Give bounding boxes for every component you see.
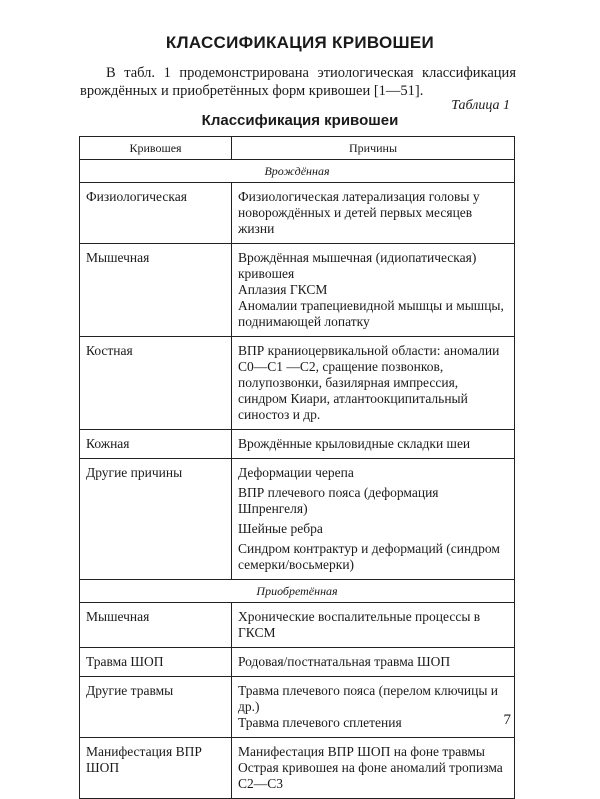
table-row [80,183,515,244]
page-title: КЛАССИФИКАЦИЯ КРИВОШЕИ [165,33,435,52]
table-row [80,677,515,738]
row-type: Манифестация ВПР ШОП [80,738,232,799]
row-type: Кожная [80,430,232,459]
cause-item: Аплазия ГКСМ [238,282,328,297]
table-label: Таблица 1 [451,98,510,113]
section-congenital: Врождённая [80,160,515,183]
intro-paragraph: В табл. 1 продемонстрирована этиологическая классификация врождённых и приобретённых форм кривошеи [1—51]. [80,65,516,99]
cause-item: Травма плечевого сплетения [238,715,402,730]
cause-item: Врождённая мышечная (идиопатическая) кривошея [238,250,477,281]
row-type: Физиологическая [80,183,232,244]
row-causes [232,677,515,738]
cause-item: Деформации черепа [238,465,354,480]
row-causes [232,603,515,648]
table-row [80,244,515,337]
section-row-acquired [80,580,515,603]
table-row [80,459,515,580]
row-causes [232,244,515,337]
row-causes [232,459,515,580]
row-type: Мышечная [80,603,232,648]
row-causes [232,648,515,677]
table-row [80,603,515,648]
section-acquired: Приобретённая [80,580,515,603]
cause-item: Хронические воспалительные процессы в ГКСМ [238,609,481,640]
row-causes [232,183,515,244]
header-torticollis: Кривошея [80,137,232,160]
row-type: Травма ШОП [80,648,232,677]
table-row [80,430,515,459]
cause-item: Аномалии трапециевидной мышцы и мышцы, поднимающей лопатку [238,298,504,329]
table-header-row [80,137,515,160]
table-row [80,738,515,799]
row-type: Мышечная [80,244,232,337]
table-row [80,648,515,677]
cause-item: Шейные ребра [238,521,323,536]
table-row [80,337,515,430]
cause-item: Врождённые крыловидные складки шеи [238,436,471,451]
row-causes [232,337,515,430]
cause-item: Манифестация ВПР ШОП на фоне травмы [238,744,485,759]
cause-item: Острая кривошея на фоне аномалий тропизма С2—С3 [238,760,503,791]
row-type: Другие причины [80,459,232,580]
header-causes: Причины [232,137,515,160]
cause-item: Синдром контрактур и деформаций (синдром семерки/восьмерки) [238,541,500,572]
row-type: Другие травмы [80,677,232,738]
cause-item: Родовая/постнатальная травма ШОП [238,654,451,669]
cause-item: ВПР краниоцервикальной области: аномалии С0—С1 —С2, сращение позвонков, полупозвонки, базилярная импрессия, синдром Киари, атлантоокципитальный синостоз и др. [238,343,500,422]
cause-item: ВПР плечевого пояса (деформация Шпренгеля) [238,485,439,516]
row-causes [232,738,515,799]
page-number: 7 [503,712,511,728]
section-row-congenital [80,160,515,183]
row-type: Костная [80,337,232,430]
row-causes [232,430,515,459]
cause-item: Физиологическая латерализация головы у новорождённых и детей первых месяцев жизни [238,189,480,236]
table-title: Классификация кривошеи [201,112,399,129]
cause-item: Травма плечевого пояса (перелом ключицы и др.) [238,683,499,714]
classification-table [79,136,515,799]
